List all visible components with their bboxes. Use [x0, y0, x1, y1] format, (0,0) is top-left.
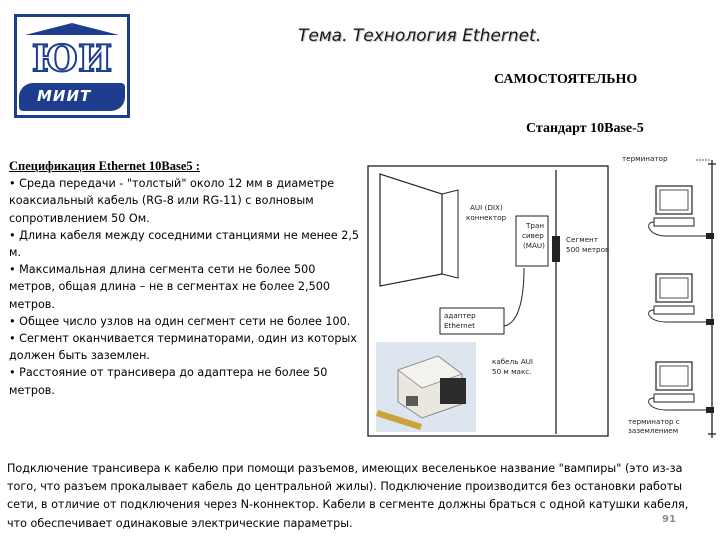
spec-item: • Общее число узлов на один сегмент сети не более 100.	[9, 314, 351, 328]
transceiver-photo	[376, 342, 476, 432]
terminator-top-label: терминатор	[622, 156, 668, 163]
aui-cable-label: 50 м макс.	[492, 367, 532, 376]
adapter-label: Ethernet	[444, 321, 475, 330]
terminator-ground-label: терминатор с	[628, 417, 680, 426]
standard-label: Стандарт 10Base-5	[526, 121, 644, 136]
slide-title: Тема. Технология Ethernet.	[298, 26, 542, 46]
spec-item: • Расстояние от трансивера до адаптера не более 50 метров.	[9, 366, 328, 397]
spec-item: • Длина кабеля между соседними станциями не менее 2,5 м.	[9, 228, 360, 260]
spec-item: • Максимальная длина сегмента сети не более 500 метров, общая длина – не в сегментах не более 2,500 метров.	[9, 263, 330, 311]
segment-label: 500 метров	[566, 245, 610, 254]
page-number: 91	[662, 514, 676, 525]
aui-connector-label: AUI (DIX)	[470, 203, 503, 212]
aui-cable-label: кабель AUI	[492, 357, 534, 366]
aui-connector-label: коннектор	[466, 213, 507, 222]
self-study-label: САМОСТОЯТЕЛЬНО	[494, 72, 638, 87]
spec-item: • Сегмент оканчивается терминаторами, один из которых должен быть заземлен.	[9, 332, 357, 363]
computer-icon	[654, 362, 694, 402]
segment-label: Сегмент	[566, 235, 598, 244]
spec-item: • Среда передачи - "толстый" около 12 мм в диаметре коаксиальный кабель (RG-8 или RG-11) с волновым сопротивлением 50 Ом.	[9, 177, 335, 225]
logo	[14, 14, 130, 118]
logo-letters	[25, 35, 119, 77]
bottom-paragraph: Подключение трансивера к кабелю при помощи разъемов, имеющих веселенькое название "вампиры" (это из-за того, что разъем прокалывает кабель до центральной жилы). Подключение производится без остановки работы сети, в отличие от подключения через N-коннектор. Кабели в сегменте должны браться с одной катушки кабеля, что обеспечивает одинаковые электрические параметры.	[7, 462, 689, 530]
spec-list	[9, 158, 361, 399]
spec-heading: Спецификация Ethernet 10Base5 :	[9, 159, 200, 173]
terminator-ground-label: заземлением	[628, 426, 679, 435]
logo-roof-icon	[25, 23, 119, 35]
logo-band	[19, 83, 125, 111]
computer-icon	[654, 186, 694, 226]
computer-icon	[654, 274, 694, 314]
adapter-label: адаптер	[444, 311, 476, 320]
transceiver-label: Тран	[526, 221, 545, 230]
vampire-tap	[552, 236, 560, 262]
logo-band-text: МИИТ	[37, 87, 92, 105]
network-diagram	[366, 156, 718, 442]
transceiver-label: (MAU)	[523, 241, 545, 250]
transceiver-label: сивер	[522, 231, 544, 240]
logo-letters-text: ЮИ	[31, 38, 113, 77]
